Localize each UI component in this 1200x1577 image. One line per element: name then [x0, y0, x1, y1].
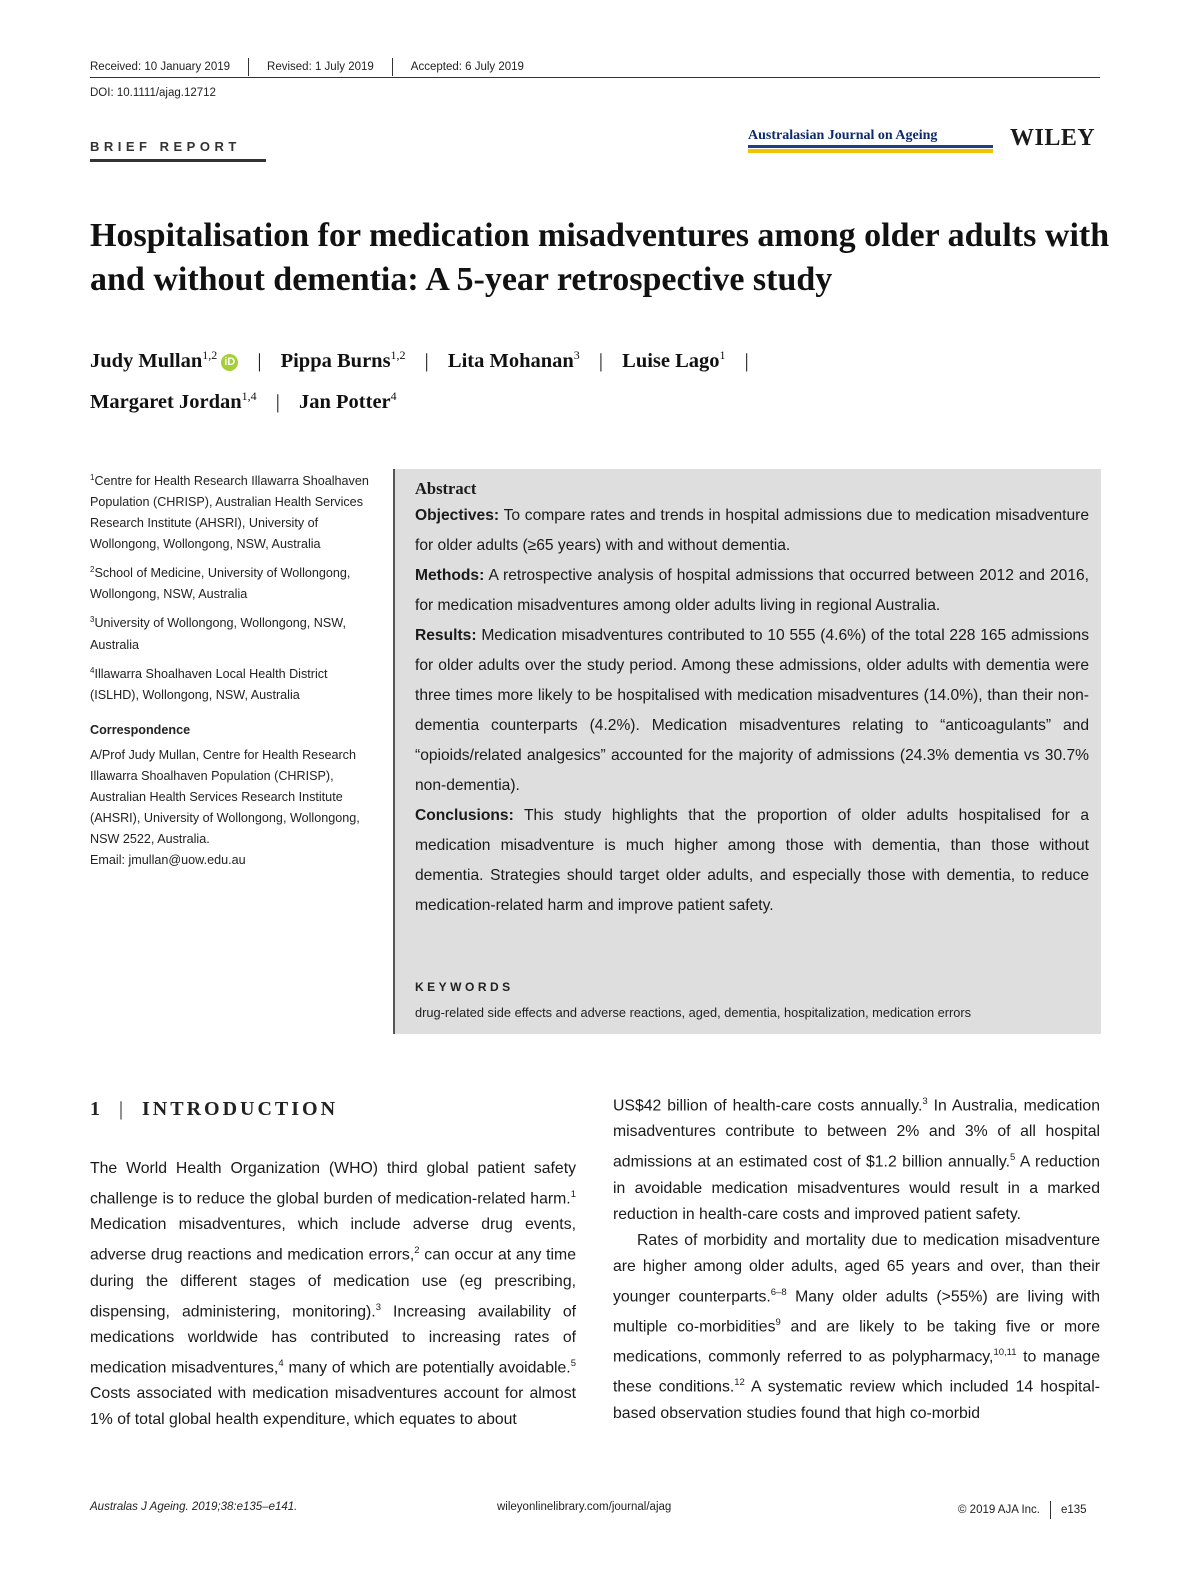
body-text: can occur at any time during the different stages of medication use (eg prescribing, dispensing, administering, monitoring). — [90, 1246, 577, 1320]
affiliation-text: University of Wollongong, Wollongong, NSW, Australia — [90, 616, 346, 652]
journal-logo: Australasian Journal on Ageing — [748, 128, 938, 143]
intro-paragraph-1 — [90, 1156, 576, 1433]
journal-logo-bar-blue — [748, 145, 993, 148]
citation-ref[interactable]: 4 — [278, 1357, 284, 1369]
abstract-methods — [415, 561, 1089, 621]
affiliation-number: 4 — [90, 665, 95, 675]
footer-citation: Australas J Ageing. 2019;38:e135–e141. — [90, 1501, 298, 1513]
doi-link[interactable]: DOI: 10.1111/ajag.12712 — [90, 87, 216, 99]
abstract-objectives — [415, 501, 1089, 561]
divider — [392, 58, 393, 76]
body-text: The World Health Organization (WHO) third global patient safety challenge is to reduce the global burden of medication-related harm. — [90, 1160, 576, 1208]
author-affiliation-sup: 1,2 — [390, 348, 406, 362]
section-label-underline — [90, 159, 266, 162]
author-affiliation-sup: 3 — [573, 348, 580, 362]
author-separator: | — [275, 390, 280, 413]
affiliations — [90, 467, 375, 871]
body-text: and are likely to be taking five or more medications, commonly referred to as polypharmacy, — [613, 1318, 1100, 1366]
citation-ref[interactable]: 12 — [734, 1377, 745, 1389]
abstract-objectives-label: Objectives: — [415, 507, 500, 524]
body-text: Increasing availability of medications worldwide has contributed to increasing rates of medication misadventures, — [90, 1302, 576, 1377]
body-text: US$42 billion of health-care costs annually. — [613, 1097, 923, 1115]
page-number: e135 — [1061, 1504, 1087, 1516]
publisher-logo: WILEY — [1010, 125, 1096, 151]
affiliation-text: School of Medicine, University of Wollongong, Wollongong, NSW, Australia — [90, 566, 351, 602]
abstract-results-label: Results: — [415, 627, 477, 644]
footer-copyright: © 2019 AJA Inc. — [958, 1504, 1040, 1516]
abstract-conclusions — [415, 801, 1089, 921]
citation-ref[interactable]: 2 — [414, 1245, 420, 1257]
divider — [1050, 1501, 1051, 1519]
author-affiliation-sup: 1,4 — [241, 389, 257, 403]
affiliation-text: Illawarra Shoalhaven Local Health District (ISLHD), Wollongong, NSW, Australia — [90, 666, 328, 702]
body-text: A systematic review which included 14 hospital-based observation studies found that high co-morbid — [613, 1378, 1100, 1422]
abstract-conclusions-label: Conclusions: — [415, 807, 514, 824]
affiliation-number: 3 — [90, 615, 95, 625]
author-name[interactable]: Margaret Jordan — [90, 390, 242, 413]
intro-paragraph-2 — [613, 1228, 1100, 1427]
author-name[interactable]: Judy Mullan — [90, 349, 203, 372]
section-title: INTRODUCTION — [142, 1098, 339, 1120]
author-name[interactable]: Jan Potter — [299, 390, 391, 413]
author-separator: | — [744, 349, 749, 372]
body-text: A reduction in avoidable medication misadventures would result in a marked reduction in health-care costs and improved patient safety. — [613, 1153, 1100, 1223]
author-list-line-2 — [90, 389, 397, 414]
citation-ref[interactable]: 3 — [922, 1096, 928, 1107]
author-name[interactable]: Luise Lago — [622, 349, 720, 372]
received-date: Received: 10 January 2019 — [90, 61, 231, 73]
abstract-results-text: Medication misadventures contributed to 10 555 (4.6%) of the total 228 165 admissions for older adults over the study period. Among these admissions, older adults with dementia were three times more likely to be hospitalised with medication misadventures (14.0%), than their non-dementia counterparts (4.2%). Medication misadventures relating to “anticoagulants” and “opioids/related analgesics” accounted for the majority of admissions (24.3% dementia vs 30.7% non-dementia). — [415, 627, 1089, 794]
divider — [248, 58, 249, 76]
author-name[interactable]: Lita Mohanan — [447, 349, 574, 372]
abstract-results — [415, 621, 1089, 801]
affiliation-text: Centre for Health Research Illawarra Shoalhaven Population (CHRISP), Australian Health Services Research Institute (AHSRI), University of Wollongong, Wollongong, NSW, Australia — [90, 474, 369, 552]
author-list-line-1 — [90, 348, 763, 373]
orcid-icon[interactable]: iD — [221, 354, 238, 371]
body-text: Medication misadventures, which include adverse drug events, adverse drug reactions and medication errors, — [90, 1216, 576, 1264]
correspondence-email[interactable]: Email: jmullan@uow.edu.au — [90, 852, 246, 867]
citation-ref[interactable]: 6–8 — [770, 1286, 787, 1298]
header-rule — [90, 77, 1100, 78]
abstract-heading: Abstract — [415, 479, 477, 498]
author-separator: | — [598, 349, 604, 372]
correspondence-text: A/Prof Judy Mullan, Centre for Health Research Illawarra Shoalhaven Population (CHRISP), Australian Health Services Research Institute (AHSRI), University of Wollongong, Wollongong, NSW 2522, Australia. — [90, 747, 360, 846]
body-text: many of which are potentially avoidable. — [283, 1359, 571, 1377]
author-affiliation-sup: 1,2 — [202, 348, 218, 362]
intro-right-column — [613, 1089, 1100, 1427]
accepted-date: Accepted: 6 July 2019 — [410, 61, 524, 73]
journal-logo-bar-yellow — [748, 149, 993, 153]
citation-ref[interactable]: 10,11 — [993, 1347, 1017, 1359]
keywords-heading: KEYWORDS — [415, 980, 514, 994]
intro-left-column — [90, 1156, 576, 1433]
citation-ref[interactable]: 9 — [775, 1316, 781, 1328]
affiliation-number: 2 — [90, 565, 95, 575]
body-text: to manage these conditions. — [613, 1348, 1100, 1396]
citation-ref[interactable]: 1 — [570, 1189, 576, 1200]
abstract-content — [415, 477, 1089, 921]
author-separator: | — [424, 349, 429, 372]
abstract-methods-label: Methods: — [415, 567, 485, 584]
citation-ref[interactable]: 3 — [375, 1301, 381, 1313]
section-label: BRIEF REPORT — [90, 139, 241, 154]
affiliation-number: 1 — [90, 473, 95, 482]
article-dates — [90, 58, 524, 76]
abstract-conclusions-text: This study highlights that the proportion of older adults hospitalised for a medication misadventure is much higher among those with dementia, than those without dementia. Strategies should target older adults, and especially those with dementia, to reduce medication-related harm and improve patient safety. — [415, 807, 1089, 914]
author-affiliation-sup: 4 — [390, 389, 397, 403]
intro-paragraph-1-cont — [613, 1089, 1100, 1228]
section-number: 1 — [90, 1098, 103, 1120]
affiliation-item — [90, 467, 375, 555]
correspondence-heading: Correspondence — [90, 722, 191, 737]
affiliation-item — [90, 559, 375, 605]
citation-ref[interactable]: 5 — [570, 1357, 576, 1369]
abstract-methods-text: A retrospective analysis of hospital admissions that occurred between 2012 and 2016, for medication misadventures among older adults living in regional Australia. — [415, 567, 1089, 614]
keywords-text: drug-related side effects and adverse reactions, aged, dementia, hospitalization, medication errors — [415, 1005, 972, 1020]
article-title: Hospitalisation for medication misadventures among older adults with and without dementia: A 5-year retrospective study — [90, 217, 1110, 298]
revised-date: Revised: 1 July 2019 — [267, 61, 374, 73]
author-name[interactable]: Pippa Burns — [280, 349, 391, 372]
affiliation-item — [90, 660, 375, 706]
footer-right — [958, 1501, 1087, 1519]
abstract-objectives-text: To compare rates and trends in hospital admissions due to medication misadventure for older adults (≥65 years) with and without dementia. — [415, 507, 1089, 554]
section-heading-separator: | — [119, 1098, 127, 1120]
section-heading-introduction — [90, 1098, 338, 1121]
author-affiliation-sup: 1 — [719, 348, 726, 362]
citation-ref[interactable]: 5 — [1010, 1152, 1016, 1164]
abstract-box-rule — [393, 469, 395, 1034]
body-text: Costs associated with medication misadventures account for almost 1% of total global health expenditure, which equates to about — [90, 1385, 576, 1429]
body-text: Rates of morbidity and mortality due to medication misadventure are higher among older adults, aged 65 years and over, than their younger counterparts. — [613, 1231, 1100, 1305]
author-separator: | — [257, 349, 262, 372]
footer-journal-url[interactable]: wileyonlinelibrary.com/journal/ajag — [497, 1501, 672, 1513]
affiliation-item — [90, 609, 375, 655]
body-text: Many older adults (>55%) are living with multiple co-morbidities — [613, 1287, 1100, 1336]
body-text: In Australia, medication misadventures contribute to between 2% and 3% of all hospital admissions at an estimated cost of $1.2 billion annually. — [613, 1097, 1100, 1171]
